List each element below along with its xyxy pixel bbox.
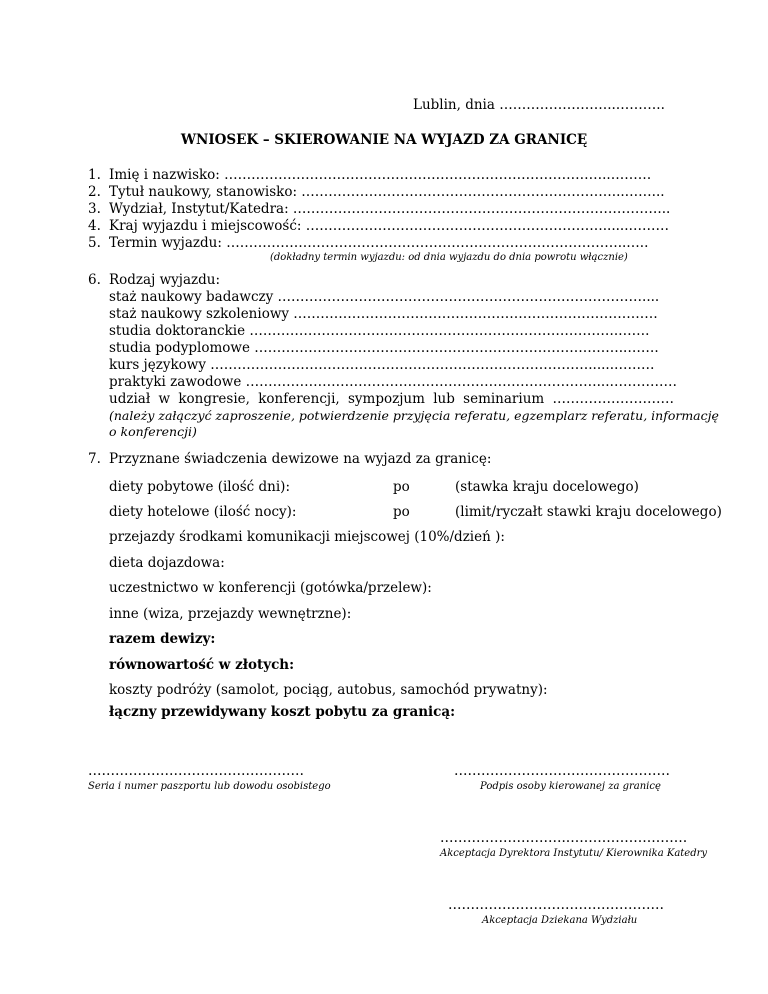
- total-currency-label: razem dewizy:: [109, 631, 216, 647]
- hotel-allowance-label: diety hotelowe (ilość nocy):: [109, 504, 297, 520]
- item-number: 6.: [88, 272, 101, 288]
- item-number: 7.: [88, 451, 101, 467]
- trip-type-option: udział w kongresie, konferencji, sympozjum lub seminarium ………………………: [109, 391, 674, 407]
- travel-costs-label: koszty podróży (samolot, pociąg, autobus, samochód prywatny):: [109, 682, 548, 698]
- limit-note: (limit/ryczałt stawki kraju docelowego): [455, 504, 722, 520]
- pln-equivalent-label: równowartość w złotych:: [109, 657, 295, 673]
- director-signature-dots: ……………………….………………………: [440, 830, 688, 846]
- conference-note: (należy załączyć zaproszenie, potwierdzenie przyjęcia referatu, egzemplarz referatu, informację: [109, 408, 719, 423]
- dean-signature-caption: Akceptacja Dziekana Wydziału: [482, 915, 638, 926]
- country-field: Kraj wyjazdu i miejscowość: …………………………………………………………......………: [109, 218, 669, 234]
- item-number: 5.: [88, 235, 101, 251]
- trip-type-option: staż naukowy badawczy ………………………………………………………………………....: [109, 289, 660, 305]
- person-signature-dots: …………………………………………: [454, 763, 670, 779]
- item-number: 1.: [88, 167, 101, 183]
- rate-note: (stawka kraju docelowego): [455, 479, 639, 495]
- trip-type-option: staż naukowy szkoleniowy ………………………………………………………………………: [109, 306, 658, 322]
- person-signature-caption: Podpis osoby kierowanej za granicę: [480, 781, 661, 792]
- per-label: po: [393, 504, 410, 520]
- trip-type-option: kurs językowy …………………………………………………………………………......………: [109, 357, 655, 373]
- passport-caption: Seria i numer paszportu lub dowodu osobistego: [88, 781, 331, 792]
- passport-dots: …………………………………………: [88, 763, 304, 779]
- trip-type-option: studia podyplomowe ………………………………………………………………………..…….: [109, 340, 659, 356]
- term-field: Termin wyjazdu: ……………………………………………………………………………..…..: [109, 235, 649, 251]
- trip-type-option: studia doktoranckie ……………………………………………………………………….…….: [109, 323, 650, 339]
- trip-type-option: praktyki zawodowe ……………………………………………………………………...……………: [109, 374, 677, 390]
- per-label: po: [393, 479, 410, 495]
- local-transport-label: przejazdy środkami komunikacji miejscowej (10%/dzień ):: [109, 529, 505, 545]
- total-cost-label: łączny przewidywany koszt pobytu za granicą:: [109, 704, 456, 720]
- trip-type-title: Rodzaj wyjazdu:: [109, 272, 220, 288]
- conference-note-end: o konferencji): [109, 424, 197, 439]
- form-title: WNIOSEK – SKIEROWANIE NA WYJAZD ZA GRANICĘ: [180, 132, 588, 148]
- travel-allowance-label: dieta dojazdowa:: [109, 555, 225, 571]
- dean-signature-dots: …………………………………………: [448, 897, 664, 913]
- allowances-title: Przyznane świadczenia dewizowe na wyjazd za granicę:: [109, 451, 492, 467]
- director-signature-caption: Akceptacja Dyrektora Instytutu/ Kierownika Katedry: [440, 848, 708, 859]
- faculty-field: Wydział, Instytut/Katedra: ………………………………………………………………………...: [109, 201, 671, 217]
- item-number: 3.: [88, 201, 101, 217]
- daily-allowance-label: diety pobytowe (ilość dni):: [109, 479, 290, 495]
- place-date: Lublin, dnia ……………………..………..: [413, 97, 665, 113]
- item-number: 2.: [88, 184, 101, 200]
- term-note: (dokładny termin wyjazdu: od dnia wyjazdu do dnia powrotu włącznie): [270, 252, 628, 263]
- name-field: Imię i nazwisko: …………………………………………………………………………..………: [109, 167, 652, 183]
- conference-fee-label: uczestnictwo w konferencji (gotówka/przelew):: [109, 580, 432, 596]
- item-number: 4.: [88, 218, 101, 234]
- other-costs-label: inne (wiza, przejazdy wewnętrzne):: [109, 606, 352, 622]
- title-position-field: Tytuł naukowy, stanowisko: ……………………………………………………………...……...: [109, 184, 665, 200]
